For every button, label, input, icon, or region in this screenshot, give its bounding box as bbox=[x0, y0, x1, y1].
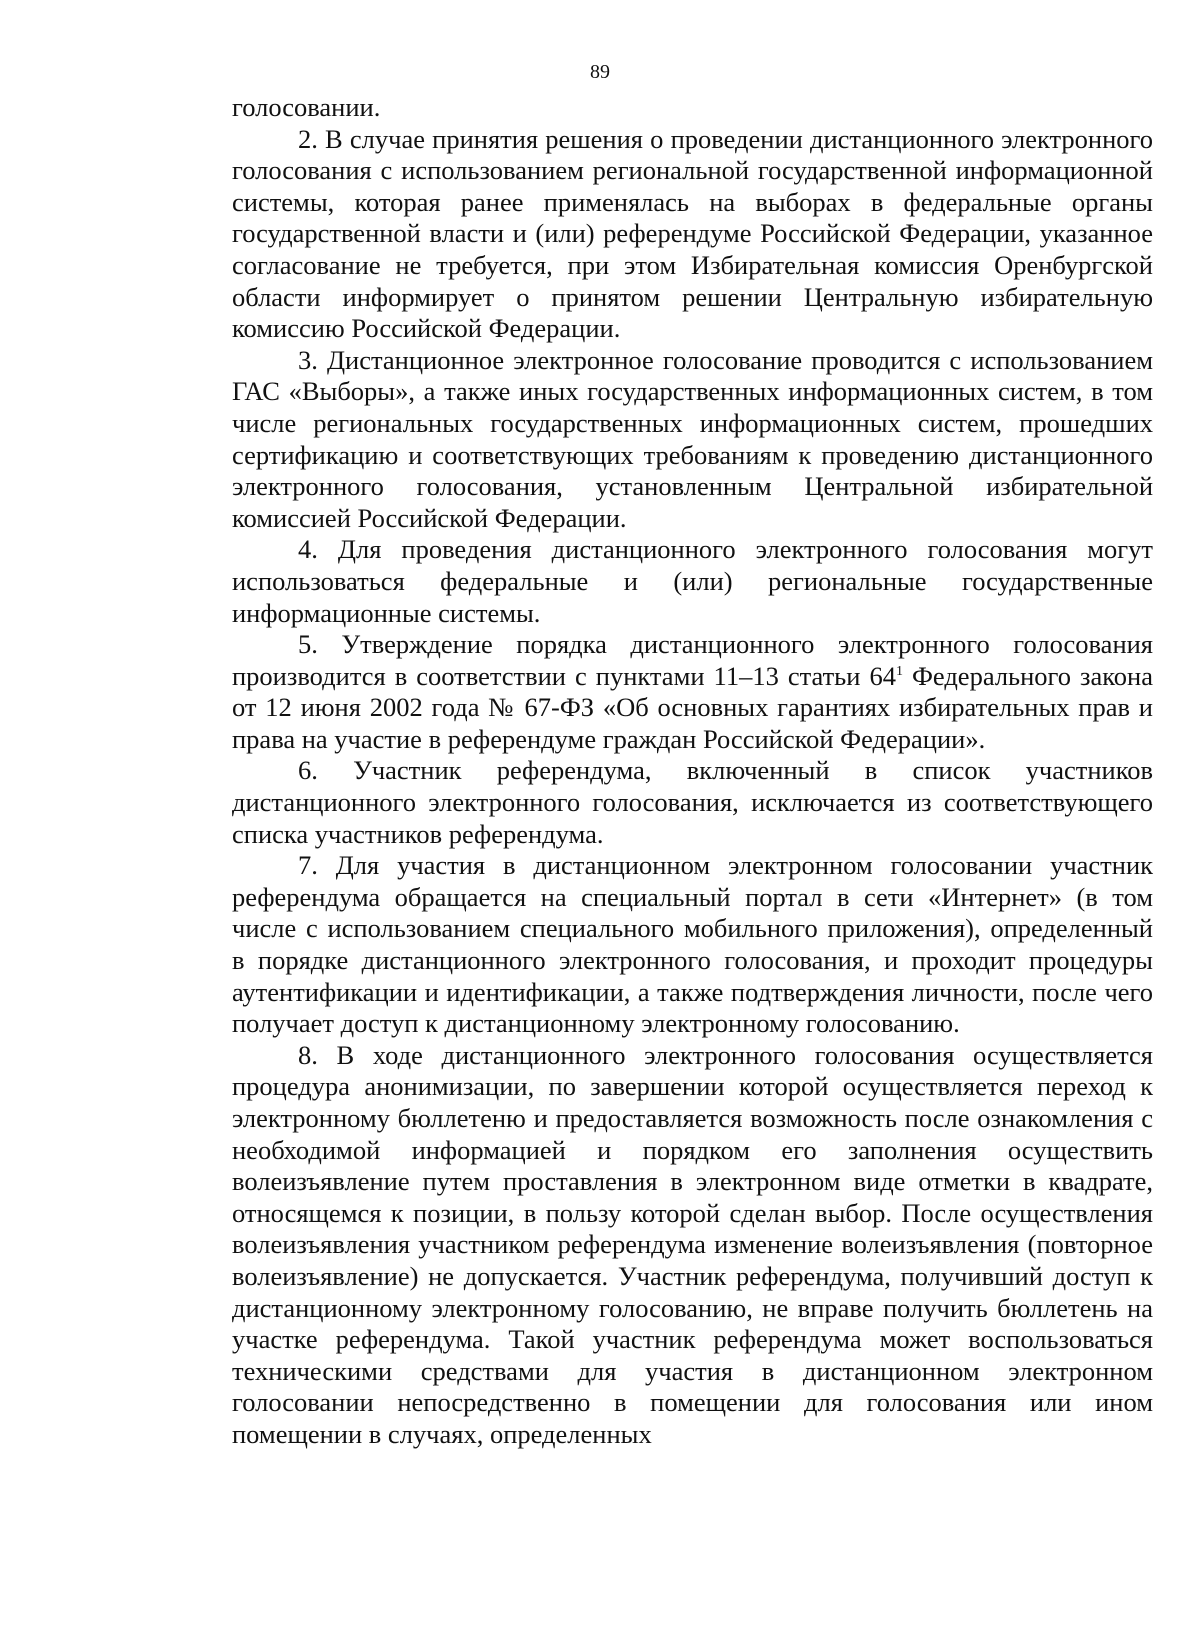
paragraph-item-8: 8. В ходе дистанционного электронного голосования осуществляется процедура анонимизации, по завершении которой осуществляется переход к электронному бюллетеню и предоставляется возможность после ознакомления с необходимой информацией и порядком его заполнения осуществить волеизъявление путем проставления в электронном виде отметки в квадрате, относящемся к позиции, в пользу которой сделан выбор. После осуществления волеизъявления участником референдума изменение волеизъявления (повторное волеизъявление) не допускается. Участник референдума, получивший доступ к дистанционному электронному голосованию, не вправе получить бюллетень на участке референдума. Такой участник референдума может воспользоваться техническими средствами для участия в дистанционном электронном голосовании непосредственно в помещении для голосования или ином помещении в случаях, определенных bbox=[232, 1039, 1153, 1449]
paragraph-item-7: 7. Для участия в дистанционном электронном голосовании участник референдума обращается на специальный портал в сети «Интернет» (в том числе с использованием специального мобильного приложения), определенный в порядке дистанционного электронного голосования, и проходит процедуры аутентификации и идентификации, а также подтверждения личности, после чего получает доступ к дистанционному электронному голосованию. bbox=[232, 850, 1153, 1039]
article-superscript: 1 bbox=[895, 663, 903, 679]
document-body bbox=[232, 92, 1153, 1451]
paragraph-item-6: 6. Участник референдума, включенный в список участников дистанционного электронного голосования, исключается из соответствующего списка участников референдума. bbox=[232, 755, 1153, 849]
paragraph-item-4: 4. Для проведения дистанционного электронного голосования могут использоваться федеральные и (или) региональные государственные информационные системы. bbox=[232, 534, 1153, 628]
paragraph-item-2: 2. В случае принятия решения о проведении дистанционного электронного голосования с использованием региональной государственной информационной системы, которая ранее применялась на выборах в федеральные органы государственной власти и (или) референдуме Российской Федерации, указанное согласование не требуется, при этом Избирательная комиссия Оренбургской области информирует о принятом решении Центральную избирательную комиссию Российской Федерации. bbox=[232, 123, 1153, 344]
paragraph-item-3: 3. Дистанционное электронное голосование проводится с использованием ГАС «Выборы», а также иных государственных информационных систем, в том числе региональных государственных информационных систем, прошедших сертификацию и соответствующих требованиям к проведению дистанционного электронного голосования, установленным Центральной избирательной комиссией Российской Федерации. bbox=[232, 344, 1153, 533]
paragraph-item-5-text-after: Федерального закона от 12 июня 2002 года № 67-ФЗ «Об основных гарантиях избирательных прав и права на участие в референдуме граждан Российской Федерации». bbox=[232, 660, 1153, 754]
paragraph-continuation: голосовании. bbox=[232, 92, 381, 122]
paragraph-item-5 bbox=[232, 629, 1153, 755]
page-number: 89 bbox=[590, 61, 610, 83]
paragraph-item-5-text-before: 5. Утверждение порядка дистанционного электронного голосования производится в соответствии с пунктами 11–13 статьи 64 bbox=[232, 629, 1153, 691]
